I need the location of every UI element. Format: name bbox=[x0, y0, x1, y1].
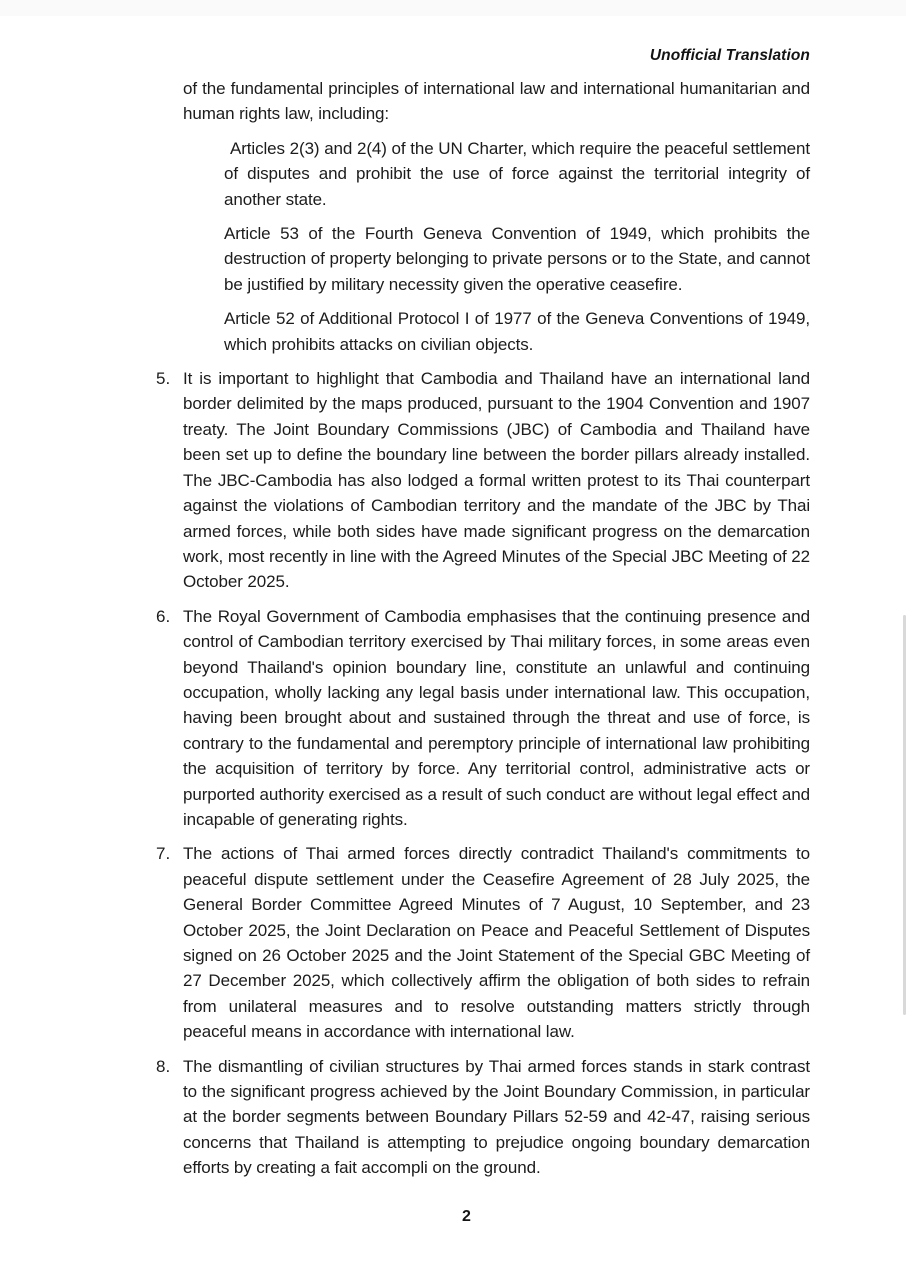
item-number: 8. bbox=[156, 1056, 171, 1076]
item-text: The Royal Government of Cambodia emphasises that the continuing presence and control of Cambodian territory exercised by Thai military forces, in some areas even beyond Thailand's opinion boundary line, constitute an unlawful and continuing occupation, wholly lacking any legal basis under international law. This occupation, having been brought about and sustained through the threat and use of force, is contrary to the fundamental and peremptory principle of international law prohibiting the acquisition of territory by force. Any territorial control, administrative acts or purported authority exercised as a result of such conduct are without legal effect and incapable of generating rights. bbox=[183, 606, 810, 829]
sub-paragraph-un-charter: Articles 2(3) and 2(4) of the UN Charter, which require the peaceful settlement of disputes and prohibit the use of force against the territorial integrity of another state. bbox=[224, 138, 810, 209]
header-note: Unofficial Translation bbox=[649, 47, 810, 64]
item-number: 5. bbox=[156, 369, 171, 389]
item-number: 7. bbox=[156, 844, 171, 864]
document-content bbox=[156, 76, 810, 1190]
item-text: The dismantling of civilian structures by Thai armed forces stands in stark contrast to the significant progress achieved by the Joint Boundary Commission, in particular at the border segments between Boundary Pillars 52-59 and 42-47, raising serious concerns that Thailand is attempting to prejudice ongoing boundary demarcation efforts by creating a fait accompli on the ground. bbox=[183, 1056, 810, 1178]
numbered-item-6 bbox=[156, 604, 810, 833]
item-number: 6. bbox=[156, 606, 171, 626]
sub-paragraph-additional-protocol: Article 52 of Additional Protocol I of 1977 of the Geneva Conventions of 1949, which prohibits attacks on civilian objects. bbox=[224, 309, 810, 354]
numbered-item-8 bbox=[156, 1054, 810, 1181]
page-top-edge-shading bbox=[0, 0, 906, 16]
item-text: It is important to highlight that Cambodia and Thailand have an international land border delimited by the maps produced, pursuant to the 1904 Convention and 1907 treaty. The Joint Boundary Commissions (JBC) of Cambodia and Thailand have been set up to define the boundary line between the border pillars already installed. The JBC-Cambodia has also lodged a formal written protest to its Thai counterpart against the violations of Cambodian territory and the mandate of the JBC by Thai armed forces, while both sides have made significant progress on the demarcation work, most recently in line with the Agreed Minutes of the Special JBC Meeting of 22 October 2025. bbox=[183, 369, 810, 592]
paragraph-intro-continuation: of the fundamental principles of international law and international humanitarian and human rights law, including: bbox=[183, 79, 810, 124]
numbered-item-7 bbox=[156, 841, 810, 1044]
sub-paragraph-geneva-convention: Article 53 of the Fourth Geneva Convention of 1949, which prohibits the destruction of property belonging to private persons or to the State, and cannot be justified by military necessity given the operative ceasefire. bbox=[224, 224, 810, 294]
item-text: The actions of Thai armed forces directly contradict Thailand's commitments to peaceful dispute settlement under the Ceasefire Agreement of 28 July 2025, the General Border Committee Agreed Minutes of 7 August, 10 September, and 23 October 2025, the Joint Declaration on Peace and Peaceful Settlement of Disputes signed on 26 October 2025 and the Joint Statement of the Special GBC Meeting of 27 December 2025, which collectively affirm the obligation of both sides to refrain from unilateral measures and to resolve outstanding matters strictly through peaceful means in accordance with international law. bbox=[183, 844, 810, 1042]
numbered-item-5 bbox=[156, 366, 810, 595]
page-number: 2 bbox=[462, 1208, 471, 1225]
